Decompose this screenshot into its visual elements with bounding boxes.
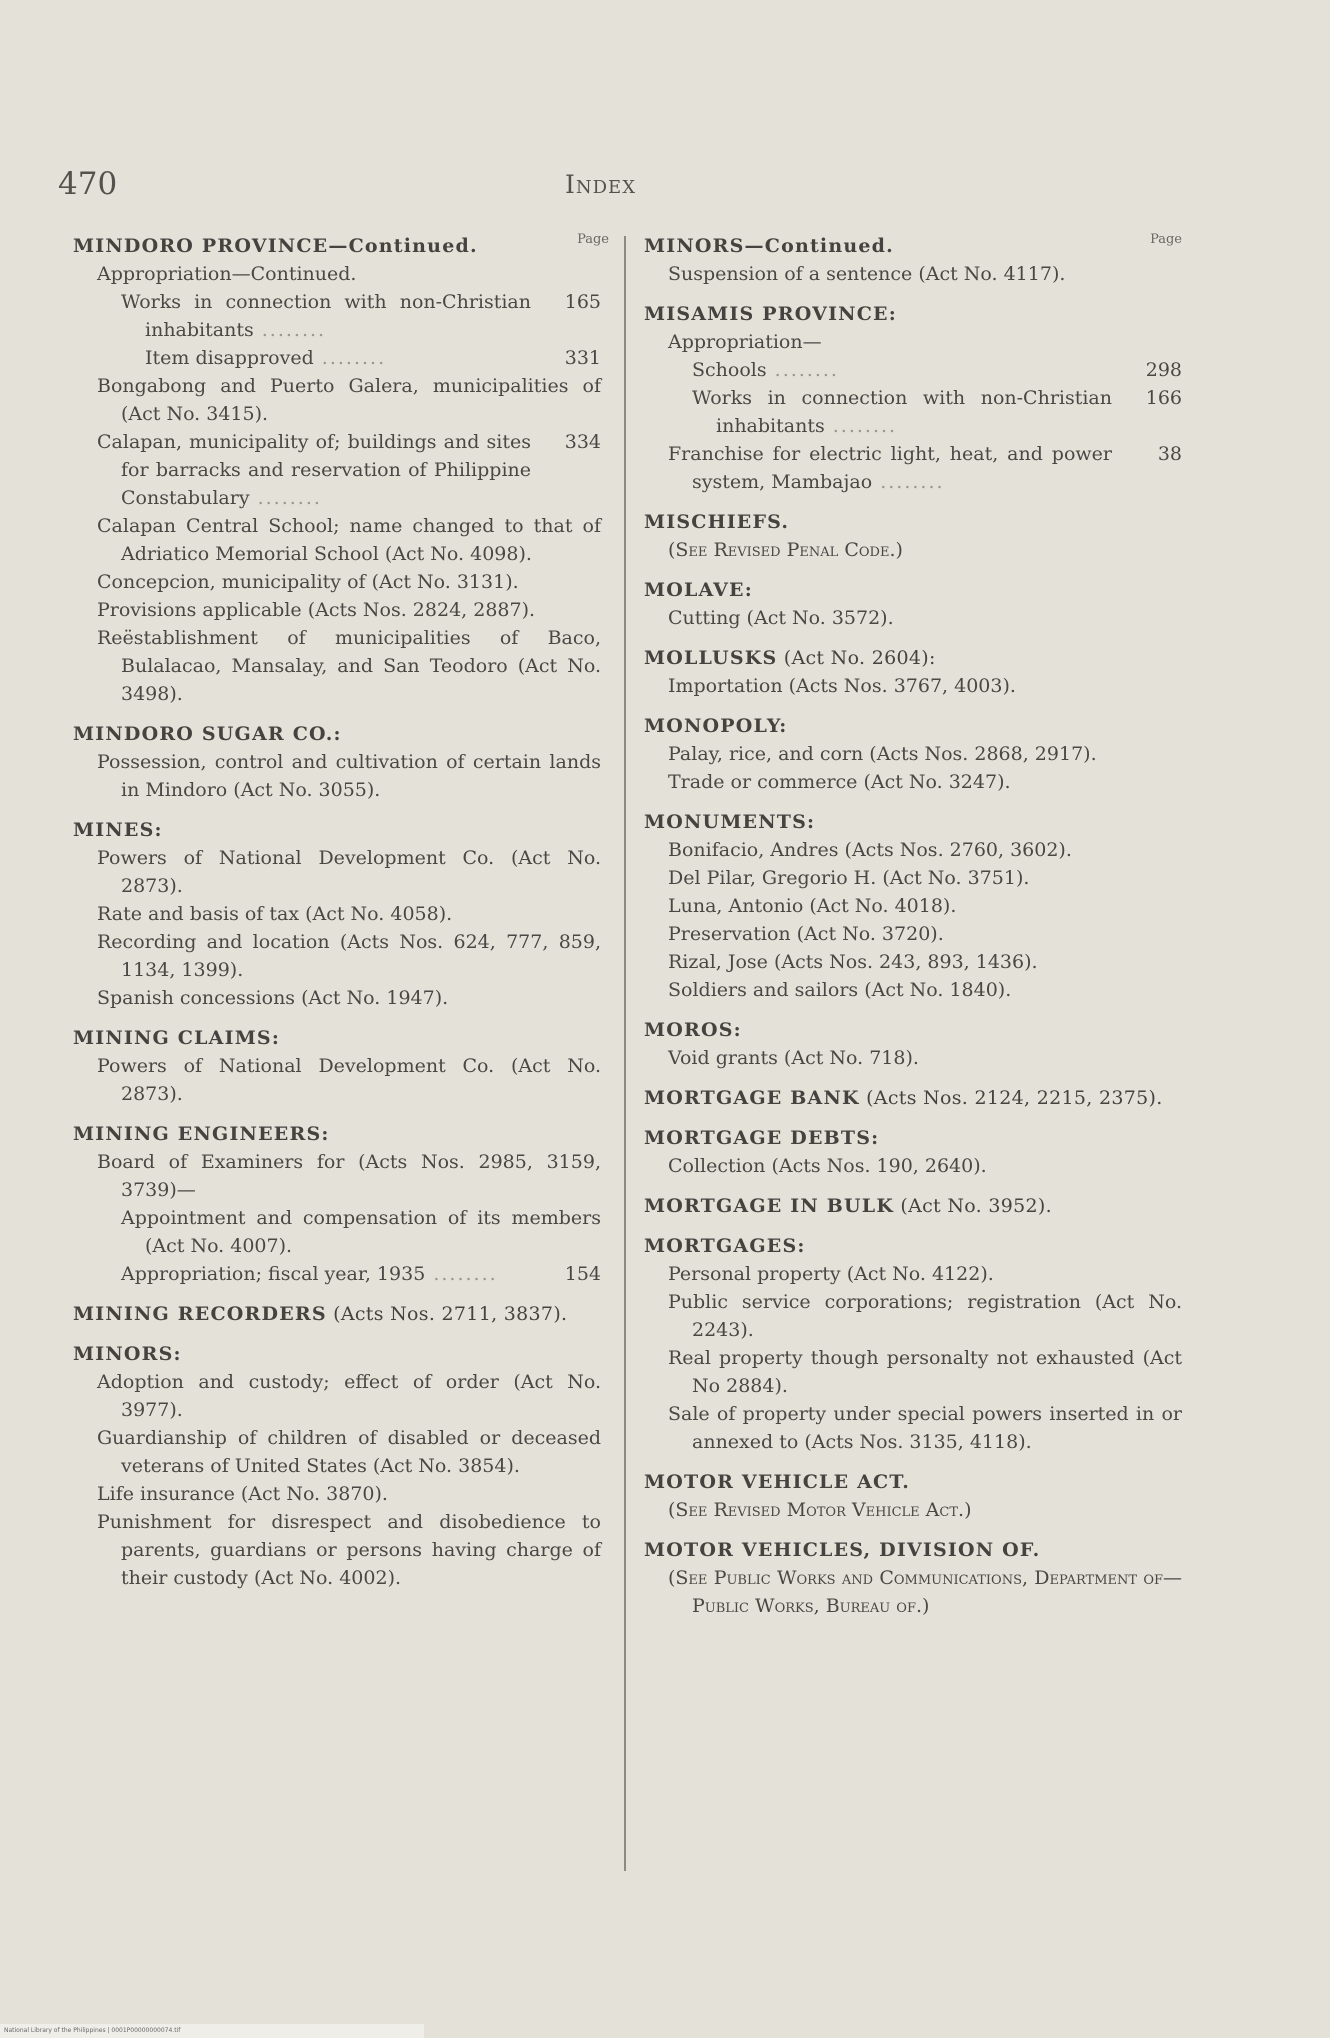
index-heading (73, 1340, 601, 1368)
index-heading-text: MINING CLAIMS: (73, 1027, 281, 1049)
index-entry-text: Adoption and custody; effect of order (Act No. 3977). (97, 1371, 601, 1421)
index-entry-text: Powers of National Development Co. (Act No. 2873). (97, 1055, 601, 1105)
index-section (644, 1084, 1182, 1112)
index-entry-text: Collection (Acts Nos. 190, 2640). (668, 1155, 987, 1177)
index-entry-text: Personal property (Act No. 4122). (668, 1263, 994, 1285)
index-heading-text: MINES: (73, 819, 163, 841)
index-section (644, 300, 1182, 496)
index-entry (644, 260, 1182, 288)
index-heading-text: MORTGAGE IN BULK (644, 1195, 895, 1217)
index-heading (73, 720, 601, 748)
index-entry-text: Appropriation—Continued. (97, 263, 357, 285)
index-entry (644, 356, 1182, 384)
index-entry (644, 948, 1182, 976)
index-entry (644, 672, 1182, 700)
index-entry-text: Appointment and compensation of its members (Act No. 4007). (121, 1207, 601, 1257)
index-heading-text: MOTOR VEHICLE ACT. (644, 1471, 911, 1493)
page-reference: 154 (564, 1263, 601, 1285)
index-entry (644, 836, 1182, 864)
index-heading-text: MOLAVE: (644, 579, 753, 601)
dot-leader: ........ (253, 319, 327, 341)
index-section (644, 644, 1182, 700)
index-entry-text: Recording and location (Acts Nos. 624, 777, 859, 1134, 1399). (97, 931, 601, 981)
index-entry (644, 536, 1182, 564)
index-section (644, 576, 1182, 632)
index-entry (644, 1400, 1182, 1456)
index-entry-text: (See Revised Motor Vehicle Act.) (668, 1499, 972, 1521)
index-heading (73, 232, 601, 260)
right-column (644, 232, 1182, 1632)
dot-leader: ........ (425, 1263, 498, 1285)
scan-footer: National Library of the Philippines | 0001P00000000074.tif (0, 2024, 424, 2038)
index-entry-text: Palay, rice, and corn (Acts Nos. 2868, 2917). (668, 743, 1097, 765)
index-heading-suffix: (Act No. 2604): (777, 647, 936, 669)
index-entry-text: Life insurance (Act No. 3870). (97, 1483, 388, 1505)
index-section (73, 1340, 601, 1592)
page-column-label-left: Page (577, 232, 609, 247)
index-heading (644, 1468, 1182, 1496)
index-entry (73, 1424, 601, 1480)
index-heading-text: MORTGAGES: (644, 1235, 806, 1257)
index-section (73, 1300, 601, 1328)
page-reference: 331 (564, 347, 601, 369)
index-entry-text: Importation (Acts Nos. 3767, 4003). (668, 675, 1016, 697)
dot-leader: ........ (824, 415, 898, 437)
index-entry-text: Punishment for disrespect and disobedience to parents, guardians or persons having charge of their custody (Act No. 4002). (97, 1511, 601, 1589)
index-entry-text: Real property though personalty not exhausted (Act No 2884). (668, 1347, 1182, 1397)
index-entry (73, 748, 601, 804)
index-heading (644, 712, 1182, 740)
index-heading (73, 816, 601, 844)
index-entry-text: Rate and basis of tax (Act No. 4058). (97, 903, 453, 925)
index-heading-text: MONUMENTS: (644, 811, 816, 833)
index-entry (644, 1260, 1182, 1288)
index-section (644, 1232, 1182, 1456)
index-entry (73, 624, 601, 708)
index-entry (73, 900, 601, 928)
index-section (73, 1024, 601, 1108)
dot-leader: ........ (249, 487, 322, 509)
index-heading (644, 1232, 1182, 1260)
index-entry-text: Void grants (Act No. 718). (668, 1047, 919, 1069)
dot-leader: ........ (766, 359, 839, 381)
index-section (73, 816, 601, 1012)
index-entry (644, 1152, 1182, 1180)
index-section (73, 720, 601, 804)
index-entry-text: Concepcion, municipality of (Act No. 3131). (97, 571, 519, 593)
index-entry (73, 1052, 601, 1108)
index-entry-text: Powers of National Development Co. (Act No. 2873). (97, 847, 601, 897)
page-number: 470 (58, 166, 118, 202)
index-entry-text: Works in connection with non-Christian inhabitants (121, 291, 531, 341)
page-reference: 166 (1145, 387, 1182, 409)
index-heading-text: MINING ENGINEERS: (73, 1123, 330, 1145)
index-heading-text: MINORS—Continued. (644, 235, 894, 257)
index-entry (644, 920, 1182, 948)
index-heading-text: MORTGAGE BANK (644, 1087, 860, 1109)
index-entry-text: Bongabong and Puerto Galera, municipalities of (Act No. 3415). (97, 375, 601, 425)
index-entry (73, 288, 601, 344)
index-entry (73, 568, 601, 596)
index-entry-text: Provisions applicable (Acts Nos. 2824, 2887). (97, 599, 536, 621)
index-entry (644, 1496, 1182, 1524)
index-entry (73, 928, 601, 984)
index-entry (73, 984, 601, 1012)
index-entry-text: Appropriation; fiscal year, 1935 (121, 1263, 426, 1285)
index-entry (73, 1480, 601, 1508)
index-entry-text: Works in connection with non-Christian inhabitants (692, 387, 1112, 437)
index-heading-text: MONOPOLY: (644, 715, 788, 737)
index-entry-text: (See Revised Penal Code.) (668, 539, 903, 561)
index-entry-text: Calapan, municipality of; buildings and sites for barracks and reservation of Philippine Constabulary (97, 431, 531, 509)
index-heading (644, 808, 1182, 836)
index-entry (644, 328, 1182, 356)
index-entry-text: Spanish concessions (Act No. 1947). (97, 987, 449, 1009)
index-entry (73, 1148, 601, 1204)
page-reference: 334 (564, 431, 601, 453)
index-entry-text: Possession, control and cultivation of certain lands in Mindoro (Act No. 3055). (97, 751, 601, 801)
index-entry (73, 1508, 601, 1592)
index-heading (644, 232, 1182, 260)
index-heading (73, 1300, 601, 1328)
index-entry-text: Preservation (Act No. 3720). (668, 923, 944, 945)
index-section (644, 1192, 1182, 1220)
index-heading-text: MORTGAGE DEBTS: (644, 1127, 880, 1149)
left-column (73, 232, 609, 1604)
index-heading (644, 1192, 1182, 1220)
index-entry (73, 260, 601, 288)
index-entry-text: Franchise for electric light, heat, and power system, Mambajao (668, 443, 1112, 493)
index-entry (644, 1344, 1182, 1400)
index-heading-suffix: (Acts Nos. 2711, 3837). (326, 1303, 568, 1325)
index-section (73, 1120, 601, 1288)
index-heading (73, 1024, 601, 1052)
index-entry (644, 604, 1182, 632)
column-divider (624, 236, 626, 1871)
index-entry-text: Del Pilar, Gregorio H. (Act No. 3751). (668, 867, 1030, 889)
index-entry-text: Sale of property under special powers inserted in or annexed to (Acts Nos. 3135, 4118). (668, 1403, 1182, 1453)
index-heading (644, 508, 1182, 536)
page-reference: 298 (1145, 359, 1182, 381)
index-section (644, 1536, 1182, 1620)
index-heading (644, 576, 1182, 604)
index-entry-text: Luna, Antonio (Act No. 4018). (668, 895, 957, 917)
index-section (644, 808, 1182, 1004)
index-entry (73, 1260, 601, 1288)
index-entry (644, 440, 1182, 496)
index-heading (73, 1120, 601, 1148)
page-column-label-right: Page (1150, 232, 1182, 247)
index-entry (644, 768, 1182, 796)
index-section (644, 1016, 1182, 1072)
index-entry (73, 596, 601, 624)
index-heading-text: MOTOR VEHICLES, DIVISION OF. (644, 1539, 1041, 1561)
index-heading (644, 1536, 1182, 1564)
index-entry (644, 1288, 1182, 1344)
index-entry-text: Suspension of a sentence (Act No. 4117). (668, 263, 1066, 285)
index-heading-suffix: (Acts Nos. 2124, 2215, 2375). (859, 1087, 1163, 1109)
index-entry-text: Cutting (Act No. 3572). (668, 607, 894, 629)
index-heading (644, 1124, 1182, 1152)
index-entry-text: Public service corporations; registration (Act No. 2243). (668, 1291, 1182, 1341)
index-heading-text: MOLLUSKS (644, 647, 778, 669)
index-heading (644, 1084, 1182, 1112)
index-entry-text: Appropriation— (668, 331, 822, 353)
index-entry-text: Calapan Central School; name changed to that of Adriatico Memorial School (Act No. 4098). (97, 515, 601, 565)
index-heading (644, 1016, 1182, 1044)
page-reference: 38 (1157, 443, 1182, 465)
index-section (644, 232, 1182, 288)
index-entry (73, 1204, 601, 1260)
index-entry (73, 512, 601, 568)
index-entry (73, 428, 601, 512)
index-section (644, 1124, 1182, 1180)
index-section (644, 508, 1182, 564)
index-entry (644, 864, 1182, 892)
index-heading (644, 644, 1182, 672)
index-heading-suffix: (Act No. 3952). (894, 1195, 1052, 1217)
index-heading-text: MINDORO PROVINCE—Continued. (73, 235, 478, 257)
index-heading-text: MINING RECORDERS (73, 1303, 327, 1325)
index-entry-text: Schools (692, 359, 767, 381)
index-entry (644, 976, 1182, 1004)
index-heading-text: MISAMIS PROVINCE: (644, 303, 897, 325)
index-entry (73, 344, 601, 372)
index-section (644, 712, 1182, 796)
index-entry (73, 844, 601, 900)
dot-leader: ........ (313, 347, 387, 369)
index-entry (644, 892, 1182, 920)
index-entry-text: Item disapproved (145, 347, 314, 369)
index-entry-text: Trade or commerce (Act No. 3247). (668, 771, 1011, 793)
index-heading-text: MISCHIEFS. (644, 511, 790, 533)
index-entry-text: Rizal, Jose (Acts Nos. 243, 893, 1436). (668, 951, 1038, 973)
page-reference: 165 (564, 291, 601, 313)
index-entry-text: Bonifacio, Andres (Acts Nos. 2760, 3602). (668, 839, 1072, 861)
index-heading-text: MINORS: (73, 1343, 182, 1365)
index-section (73, 232, 601, 708)
index-entry-text: Soldiers and sailors (Act No. 1840). (668, 979, 1012, 1001)
index-entry (73, 372, 601, 428)
index-heading (644, 300, 1182, 328)
index-entry-text: Reëstablishment of municipalities of Baco, Bulalacao, Mansalay, and San Teodoro (Act No. 3498). (97, 627, 601, 705)
index-entry (73, 1368, 601, 1424)
running-head: Index (565, 170, 637, 199)
index-heading-text: MINDORO SUGAR CO.: (73, 723, 342, 745)
index-entry-text: (See Public Works and Communications, Department of—Public Works, Bureau of.) (668, 1567, 1182, 1617)
index-entry (644, 384, 1182, 440)
index-entry (644, 740, 1182, 768)
dot-leader: ........ (872, 471, 945, 493)
index-entry-text: Board of Examiners for (Acts Nos. 2985, 3159, 3739)— (97, 1151, 601, 1201)
index-entry (644, 1044, 1182, 1072)
index-section (644, 1468, 1182, 1524)
index-entry (644, 1564, 1182, 1620)
index-entry-text: Guardianship of children of disabled or deceased veterans of United States (Act No. 3854). (97, 1427, 601, 1477)
index-heading-text: MOROS: (644, 1019, 742, 1041)
